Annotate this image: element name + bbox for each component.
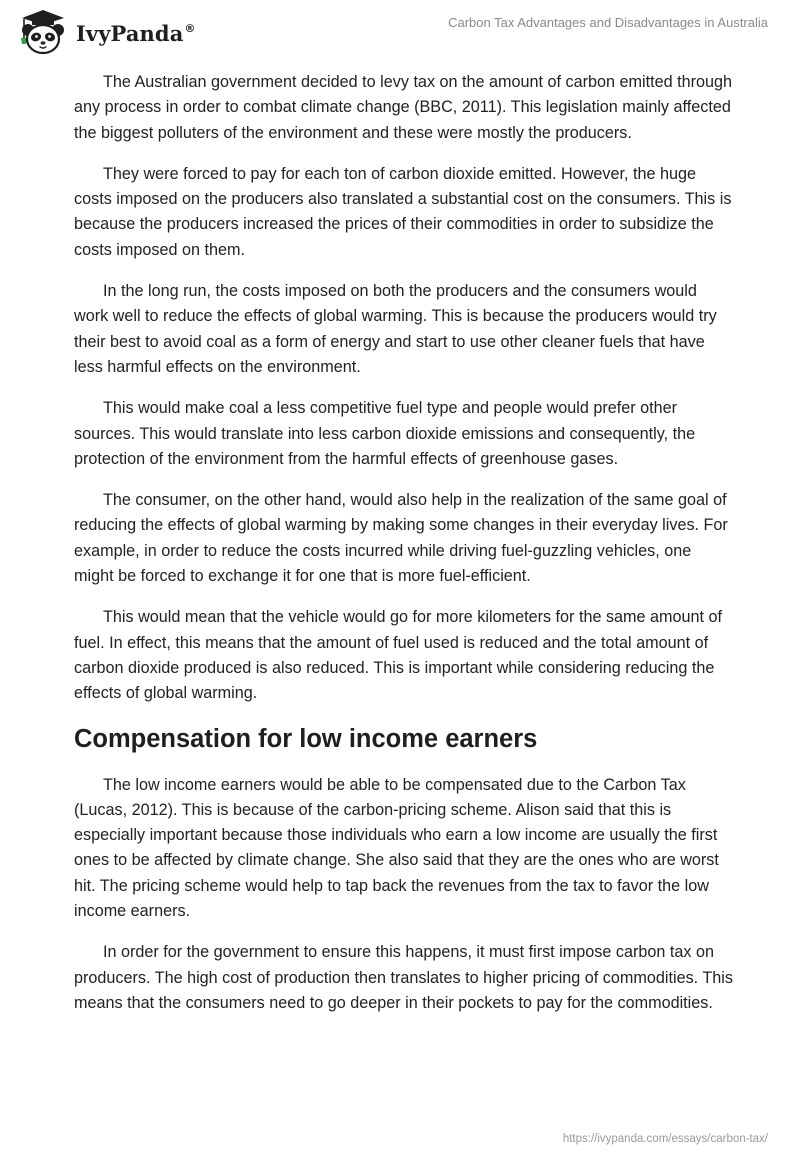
paragraph: They were forced to pay for each ton of carbon dioxide emitted. However, the huge costs imposed on the producers also translated a substantial cost on the consumers. This is because the producers increased the prices of their commodities in order to subsidize the costs imposed on them. — [74, 164, 732, 259]
brand-name — [76, 21, 196, 46]
registered-mark: ® — [184, 21, 196, 35]
paragraph: In the long run, the costs imposed on both the producers and the consumers would work well to reduce the effects of global warming. This is because the producers would try their best to avoid coal as a form of energy and start to use other cleaner fuels that have less harmful effects on the environment. — [74, 282, 717, 376]
source-url[interactable]: https://ivypanda.com/essays/carbon-tax/ — [562, 1133, 768, 1145]
ivypanda-logo[interactable] — [14, 8, 196, 56]
paragraph: This would mean that the vehicle would go for more kilometers for the same amount of fuel. In effect, this means that the amount of fuel used is reduced and the total amount of carbon dioxide produced is also reduced. This is important while considering reducing the effects of global warming. — [74, 608, 723, 703]
brand-text: IvyPanda — [76, 20, 184, 46]
document-title: Carbon Tax Advantages and Disadvantages in Australia — [448, 15, 768, 30]
panda-graduate-logo-icon — [14, 8, 72, 56]
section-heading: Compensation for low income earners — [74, 724, 538, 753]
paragraph: The consumer, on the other hand, would also help in the realization of the same goal of reducing the effects of global warming by making some changes in their everyday lives. For example, in order to reduce the costs incurred while driving fuel-guzzling vehicles, one might be forced to exchange it for one that is more fuel-efficient. — [74, 491, 728, 586]
paragraph: This would make coal a less competitive fuel type and people would prefer other sources. This would translate into less carbon dioxide emissions and consequently, the protection of the environment from the harmful effects of greenhouse gases. — [74, 399, 696, 468]
essay-body — [74, 70, 734, 1032]
paragraph: In order for the government to ensure this happens, it must first impose carbon tax on producers. The high cost of production then translates to higher pricing of commodities. This means that the consumers need to go deeper in their pockets to pay for the commodities. — [74, 943, 733, 1012]
page-header — [0, 0, 800, 60]
paragraph: The Australian government decided to levy tax on the amount of carbon emitted through any process in order to combat climate change (BBC, 2011). This legislation mainly affected the biggest polluters of the environment and these were mostly the producers. — [74, 73, 732, 142]
paragraph: The low income earners would be able to be compensated due to the Carbon Tax (Lucas, 2012). This is because of the carbon-pricing scheme. Alison said that this is especially important because those individuals who earn a low income are usually the first ones to be affected by climate change. She also said that they are the ones who are worst hit. The pricing scheme would help to tap back the revenues from the tax to favor the low income earners. — [74, 775, 719, 921]
